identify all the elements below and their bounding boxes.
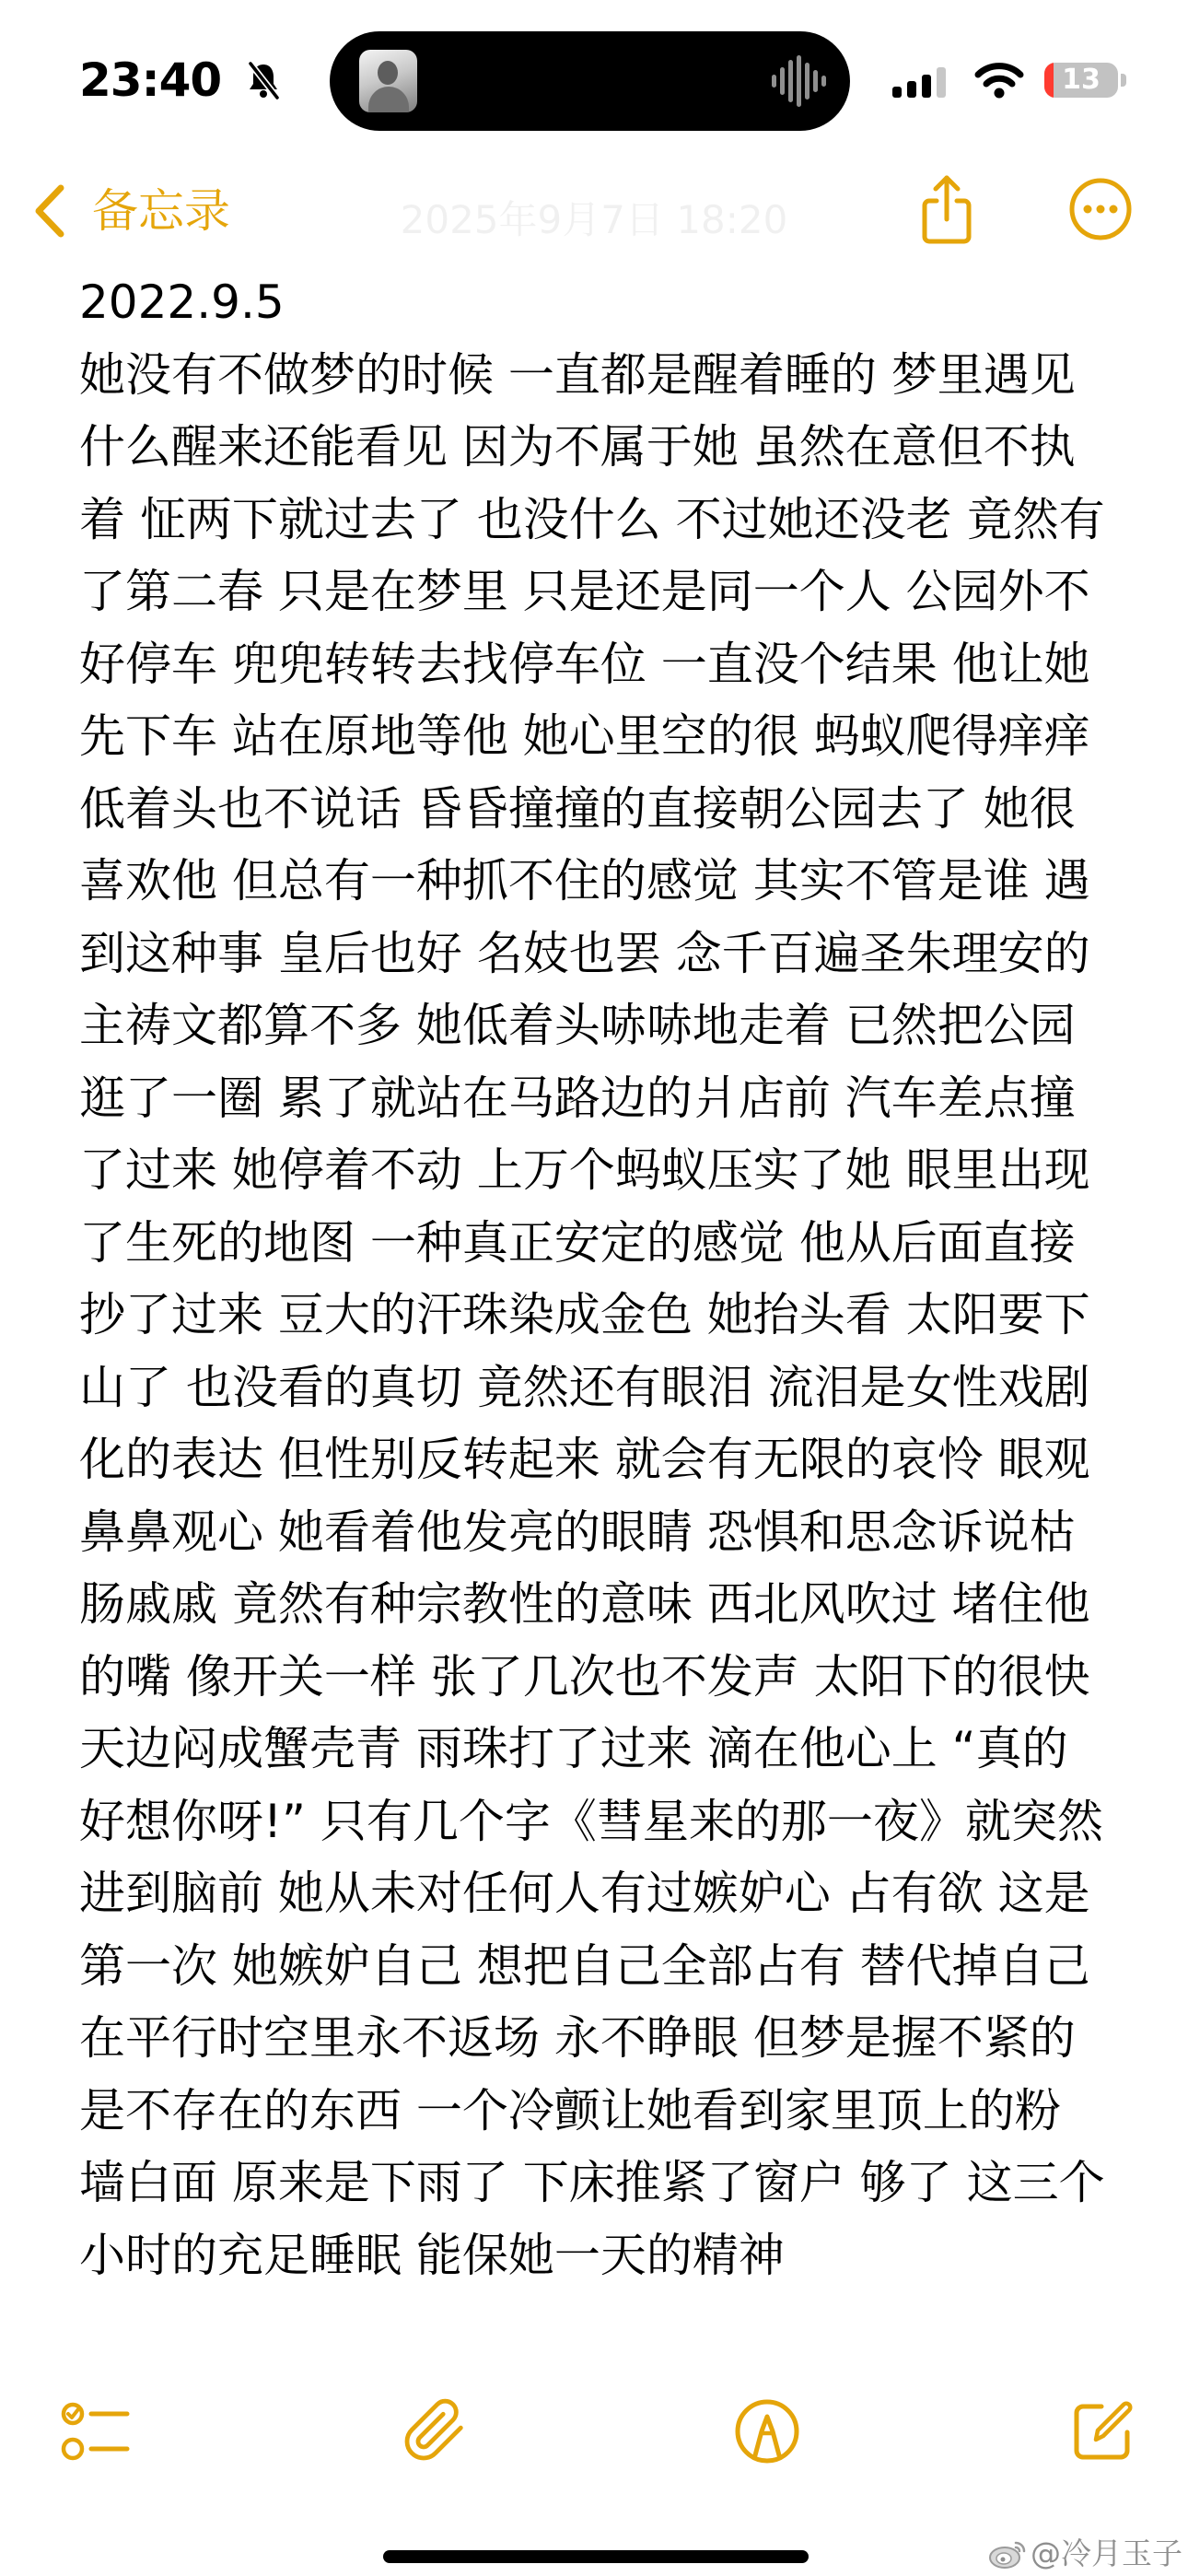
note-line: 肠戚戚 竟然有种宗教性的意味 西北风吹过 堵住他 — [79, 1577, 1090, 1631]
battery-cap — [1121, 74, 1126, 87]
note-line: 什么醒来还能看见 因为不属于她 虽然在意但不执 — [79, 420, 1076, 474]
note-line: 第一次 她嫉妒自己 想把自己全部占有 替代掉自己 — [79, 1938, 1090, 1993]
note-line: 抄了过来 豆大的汗珠染成金色 她抬头看 太阳要下 — [79, 1288, 1090, 1341]
note-line: 好想你呀!” 只有几个字《彗星来的那一夜》就突然 — [79, 1794, 1103, 1848]
note-line: 小时的充足睡眠 能保她一天的精神 — [79, 2228, 785, 2282]
wifi-icon — [973, 61, 1025, 100]
bell-slash-icon — [247, 61, 280, 100]
watermark — [988, 2535, 1182, 2572]
note-line: 山了 也没看的真切 竟然还有眼泪 流泪是女性戏剧 — [79, 1360, 1090, 1414]
back-button[interactable] — [31, 181, 230, 241]
markup-pen-icon[interactable] — [732, 2398, 802, 2465]
note-line: 天边闷成蟹壳青 雨珠打了过来 滴在他心上 “真的 — [79, 1722, 1068, 1775]
note-line: 墙白面 原来是下雨了 下床推紧了窗户 够了 这三个 — [79, 2156, 1105, 2209]
note-line: 化的表达 但性别反转起来 就会有无限的哀怜 眼观 — [79, 1433, 1090, 1486]
note-line: 着 怔两下就过去了 也没什么 不过她还没老 竟然有 — [79, 492, 1105, 546]
waveform-icon — [772, 53, 829, 109]
checklist-icon[interactable] — [61, 2398, 131, 2465]
note-date-line: 2022.9.5 — [79, 275, 285, 329]
note-line: 的嘴 像开关一样 张了几次也不发声 太阳下的很快 — [79, 1649, 1090, 1704]
paperclip-icon[interactable] — [400, 2397, 470, 2464]
note-line: 到这种事 皇后也好 名妓也罢 念千百遍圣朱理安的 — [79, 926, 1090, 980]
album-art-thumbnail — [359, 50, 417, 112]
weibo-logo-icon — [988, 2537, 1027, 2570]
note-line: 了过来 她停着不动 上万个蚂蚁压实了她 眼里出现 — [79, 1143, 1090, 1197]
note-line: 喜欢他 但总有一种抓不住的感觉 其实不管是谁 遇 — [79, 854, 1090, 907]
note-line: 先下车 站在原地等他 她心里空的很 蚂蚁爬得痒痒 — [79, 709, 1090, 763]
watermark-text: @冷月玉子 — [1031, 2535, 1182, 2571]
note-line: 好停车 兜兜转转去找停车位 一直没个结果 他让她 — [79, 637, 1090, 691]
cellular-signal-icon — [891, 66, 949, 98]
note-line: 了生死的地图 一种真正安定的感觉 他从后面直接 — [79, 1215, 1076, 1270]
note-edit-date: 2025年9月7日 18:20 — [400, 197, 788, 242]
battery-icon — [1044, 63, 1118, 98]
note-line: 在平行时空里永不返场 永不睁眼 但梦是握不紧的 — [79, 2011, 1076, 2065]
home-indicator[interactable] — [383, 2550, 809, 2563]
note-line: 主祷文都算不多 她低着头哧哧地走着 已然把公园 — [79, 999, 1076, 1052]
note-line: 逛了一圈 累了就站在马路边的爿店前 汽车差点撞 — [79, 1071, 1076, 1125]
share-icon[interactable] — [919, 173, 974, 245]
dynamic-island[interactable] — [330, 31, 850, 131]
note-line: 她没有不做梦的时候 一直都是醒着睡的 梦里遇见 — [79, 347, 1076, 402]
note-line: 了第二春 只是在梦里 只是还是同一个人 公园外不 — [79, 565, 1090, 618]
back-button-label: 备忘录 — [92, 184, 230, 238]
note-line: 进到脑前 她从未对任何人有过嫉妒心 占有欲 这是 — [79, 1867, 1090, 1920]
ellipsis-circle-icon[interactable] — [1069, 178, 1132, 240]
note-body[interactable] — [79, 266, 1157, 2291]
note-line: 低着头也不说话 昏昏撞撞的直接朝公园去了 她很 — [79, 781, 1076, 836]
compose-icon[interactable] — [1068, 2397, 1138, 2464]
chevron-left-icon — [31, 181, 68, 241]
note-line: 是不存在的东西 一个冷颤让她看到家里顶上的粉 — [79, 2083, 1061, 2137]
status-time: 23:40 — [79, 53, 222, 107]
note-line: 鼻鼻观心 她看着他发亮的眼睛 恐惧和思念诉说枯 — [79, 1505, 1076, 1559]
battery-level: 13 — [1062, 64, 1101, 96]
